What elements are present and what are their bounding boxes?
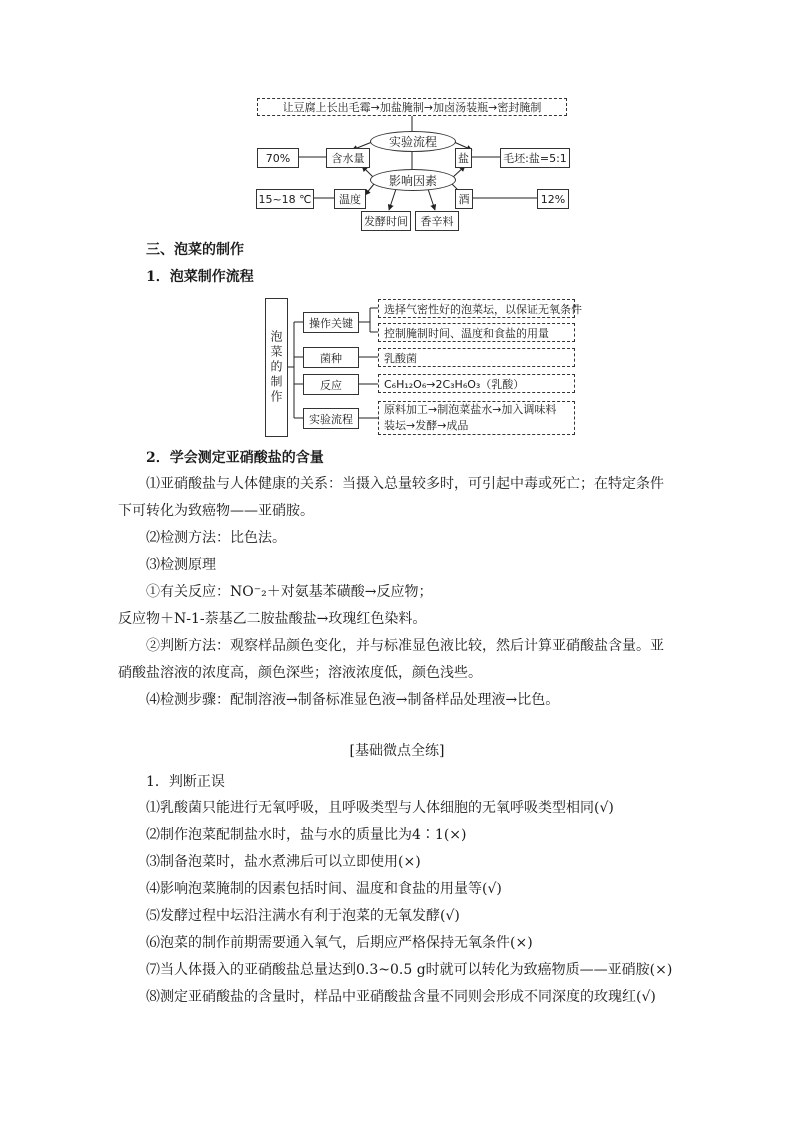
detail-key-2-text: 控制腌制时间、温度和食盐的用量 [384, 326, 549, 340]
judge-title: 1．判断正误 [146, 774, 225, 790]
paragraph-4: ①有关反应：NO⁻₂＋对氨基苯磺酸→反应物； [146, 584, 433, 600]
box-ratio-label: 毛坯:盐=5:1 [503, 152, 567, 165]
practice-title: [基础微点全练] [349, 743, 445, 759]
judge-item: ⑺当人体摄入的亚硝酸盐总量达到0.3~0.5 g时就可以转化为致癌物质——亚硝胺(×) [146, 962, 673, 978]
oval-experiment-flow-label: 实验流程 [388, 135, 437, 149]
judge-item: ⑻测定亚硝酸盐的含量时，样品中亚硝酸盐含量不同则会形成不同深度的玫瑰红(√) [146, 989, 656, 1005]
box-70-label: 70% [265, 151, 291, 165]
judge-item: ⑷影响泡菜腌制的因素包括时间、温度和食盐的用量等(√) [146, 881, 502, 897]
paragraph-5: 反应物＋N-1-萘基乙二胺盐酸盐→玫瑰红色染料。 [118, 611, 427, 627]
paragraph-2: ⑵检测方法：比色法。 [146, 530, 286, 546]
box-salt-label: 盐 [458, 152, 469, 165]
detail-key-1-text: 选择气密性好的泡菜坛，以保证无氧条件 [384, 302, 582, 316]
paragraph-1b: 下可转化为致癌物——亚硝胺。 [118, 503, 314, 519]
judge-item: ⑶制备泡菜时，盐水煮沸后可以立即使用(×) [146, 854, 421, 870]
judge-item: ⑴乳酸菌只能进行无氧呼吸，且呼吸类型与人体细胞的无氧呼吸类型相同(√) [146, 800, 614, 816]
root-box-label: 泡菜的制作 [269, 330, 283, 405]
detail-flow-text-1: 原料加工→制泡菜盐水→加入调味料 [384, 403, 557, 416]
box-operation-key [303, 312, 359, 333]
detail-flow-text-2: 装坛→发酵→成品 [384, 419, 469, 432]
box-water-label: 含水量 [331, 152, 365, 165]
flow-top-text: 让豆腐上长出毛霉→加盐腌制→加卤汤装瓶→密封腌制 [282, 101, 542, 114]
box-temp-value-label: 15~18 ℃ [258, 192, 312, 206]
subheading-pickle-flow: 1．泡菜制作流程 [146, 269, 254, 285]
box-exp-flow [303, 408, 359, 429]
detail-strain-text: 乳酸菌 [384, 351, 417, 365]
judge-item: ⑹泡菜的制作前期需要通入氧气，后期应严格保持无氧条件(×) [146, 935, 533, 951]
detail-key-2 [378, 323, 575, 342]
box-exp-flow-label: 实验流程 [309, 412, 353, 426]
judge-item: ⑵制作泡菜配制盐水时，盐与水的质量比为4∶1(×) [146, 827, 467, 843]
box-alcohol-label: 酒 [458, 193, 470, 206]
judge-item: ⑸发酵过程中坛沿注满水有利于泡菜的无氧发酵(√) [146, 908, 460, 924]
paragraph-6a: ②判断方法：观察样品颜色变化，并与标准显色液比较，然后计算亚硝酸盐含量。亚 [146, 638, 664, 654]
box-time-label: 发酵时间 [364, 215, 408, 228]
box-reaction [303, 374, 359, 395]
paragraph-7: ⑷检测步骤：配制溶液→制备标准显色液→制备样品处理液→比色。 [146, 692, 560, 708]
paragraph-1a: ⑴亚硝酸盐与人体健康的关系：当摄入总量较多时，可引起中毒或死亡；在特定条件 [146, 476, 664, 492]
oval-influence-factors-label: 影响因素 [388, 173, 437, 188]
paragraph-3: ⑶检测原理 [146, 557, 216, 573]
root-box [265, 298, 288, 437]
box-reaction-label: 反应 [320, 378, 342, 392]
detail-reaction-text: C₆H₁₂O₆→2C₃H₆O₃（乳酸） [384, 377, 525, 391]
section-heading: 三、泡菜的制作 [146, 242, 244, 258]
box-temp-label: 温度 [339, 193, 361, 206]
paragraph-6b: 硝酸盐溶液的浓度高，颜色深些；溶液浓度低，颜色浅些。 [118, 665, 482, 681]
box-spice-label: 香辛料 [420, 215, 454, 228]
subheading-nitrite: 2．学会测定亚硝酸盐的含量 [146, 450, 324, 466]
box-strain-label: 菌种 [320, 351, 342, 365]
detail-reaction [378, 374, 575, 393]
box-strain [303, 347, 359, 368]
box-operation-key-label: 操作关键 [309, 316, 353, 330]
detail-strain [378, 348, 575, 367]
box-12-label: 12% [540, 192, 566, 206]
detail-key-1 [378, 299, 582, 318]
detail-flow [378, 401, 575, 435]
